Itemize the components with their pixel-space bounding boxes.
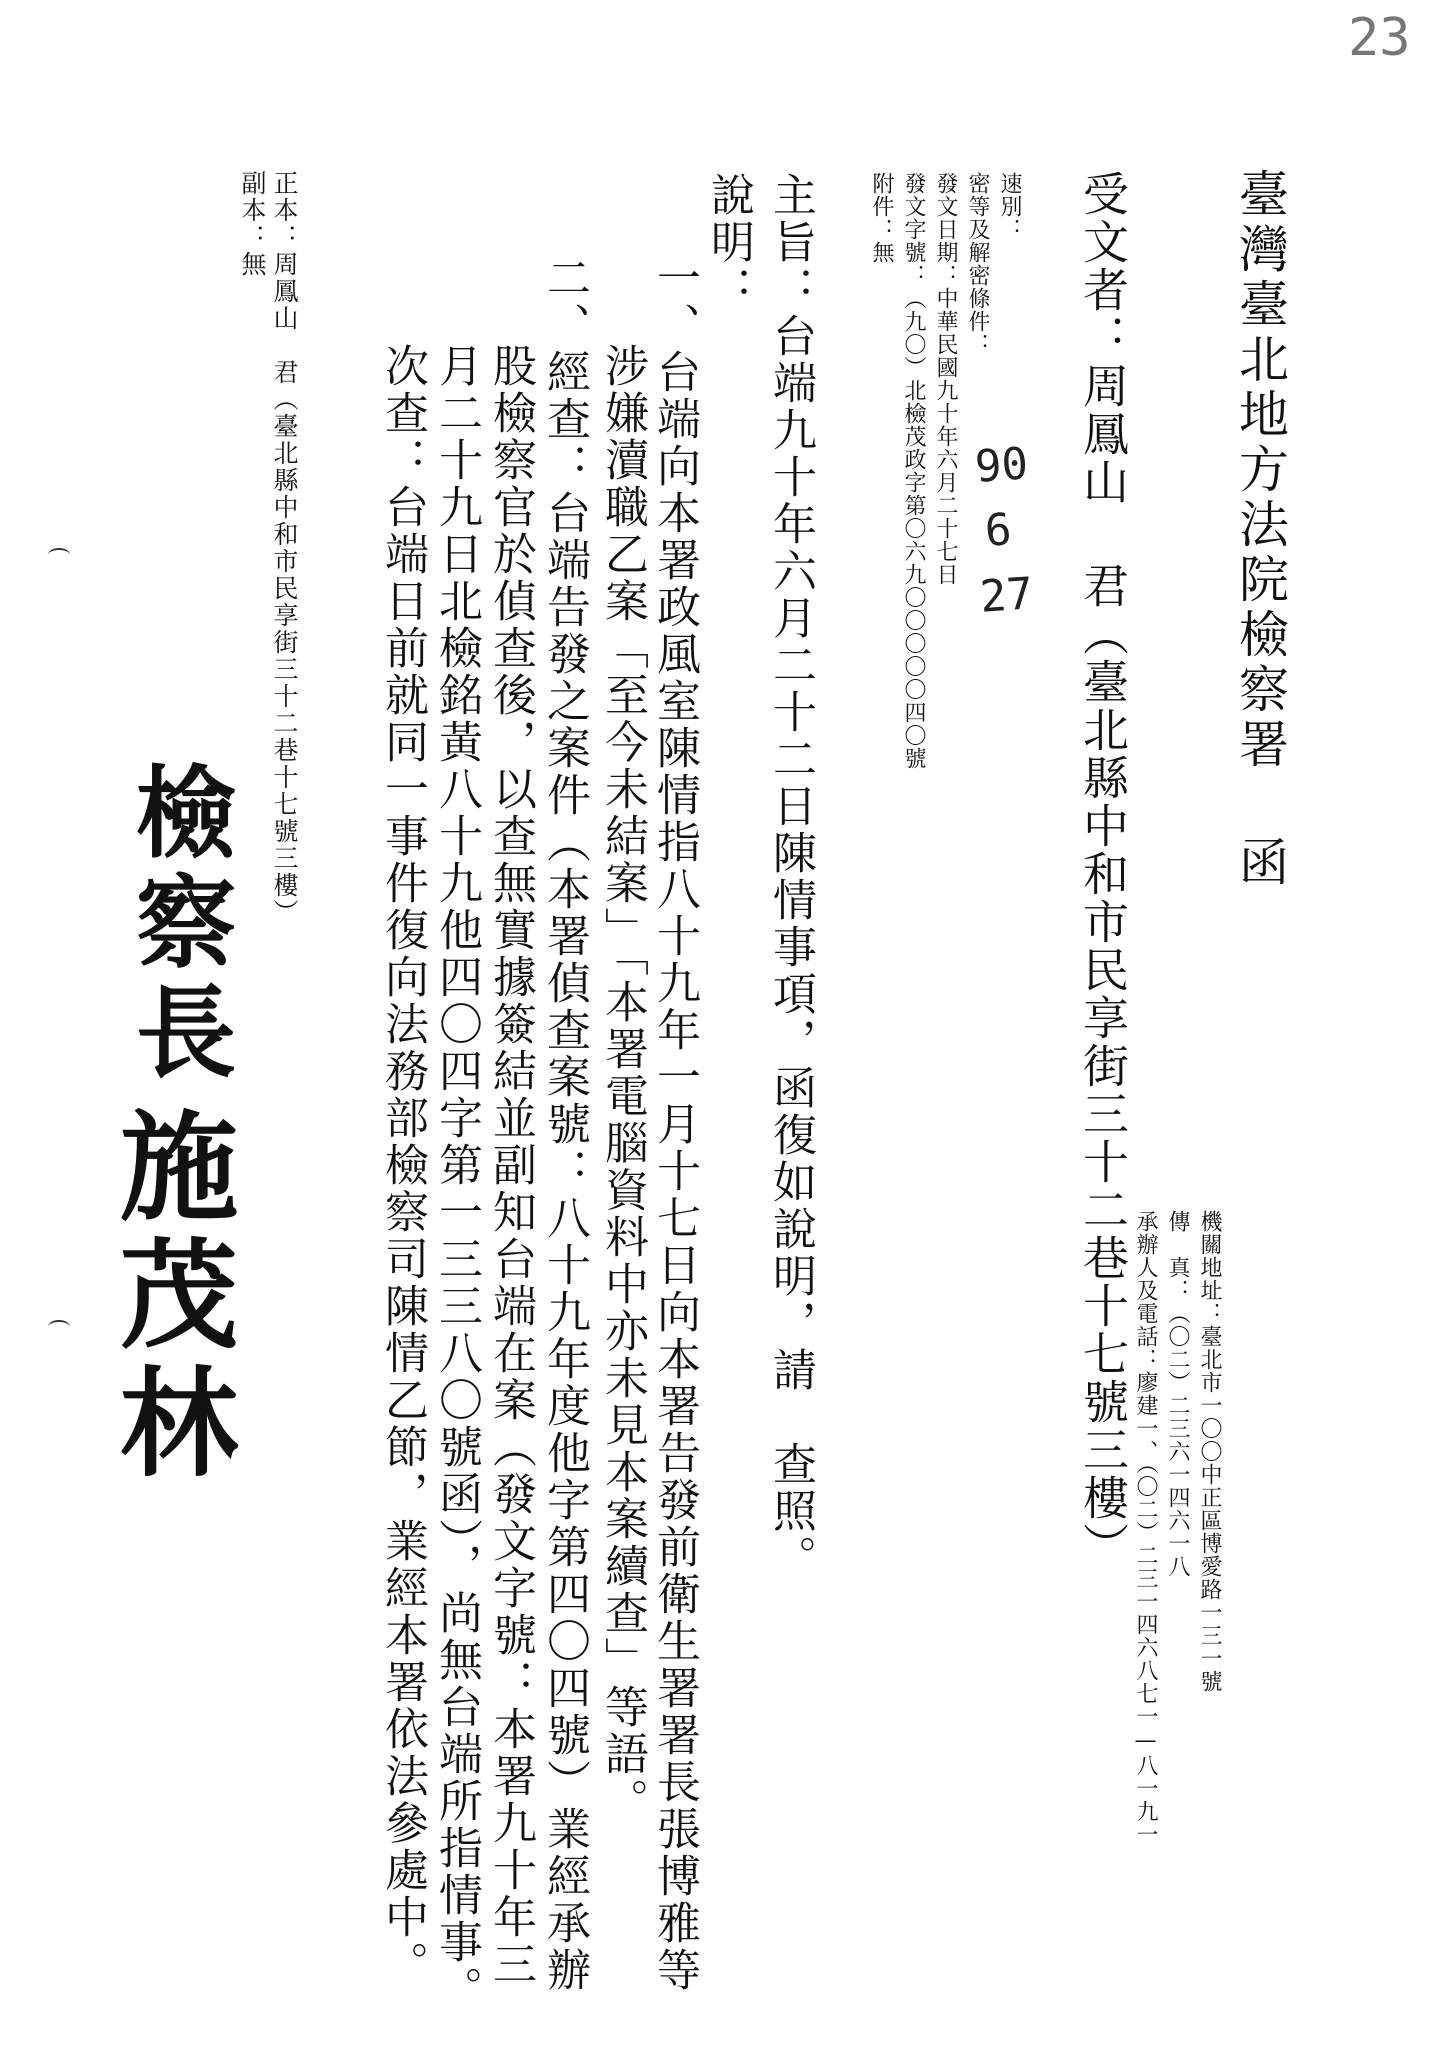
classification-field: 密等及解密條件： xyxy=(965,172,990,356)
case-officer-phone: 承辦人及電話：廖建一、（〇二）二三一四六八七一—八一九一 xyxy=(1133,1210,1158,1846)
item2-line3: 月二十九日北檢銘黃八十九他四〇四字第一三三八〇號函），尚無台端所指情事。 xyxy=(431,343,482,2013)
scan-mark xyxy=(48,548,70,562)
agency-fax: 傳 真：（〇二）二三六一四六一八 xyxy=(1165,1210,1190,1578)
copy-main: 正本：周鳳山 君（臺北縣中和市民享街三十二巷十七號三樓） xyxy=(270,170,299,926)
urgency-field: 速別： xyxy=(997,172,1022,241)
signature-title: 檢察長 xyxy=(119,760,237,1090)
issue-date-field: 發文日期：中華民國九十年六月二十七日 xyxy=(933,172,958,586)
item1-line1: 一、台端向本署政風室陳情指八十九年一月十七日向本署告發前衛生署署長張博雅等 xyxy=(649,255,700,1994)
subject-line: 主旨：台端九十年六月二十二日陳情事項，函復如說明，請 查照。 xyxy=(765,172,816,1582)
handwritten-month: 6 xyxy=(983,504,1014,557)
signature-name: 施茂林 xyxy=(100,1105,239,1489)
attachment-field: 附件：無 xyxy=(869,172,894,264)
recipient-line: 受文者：周鳳山 君（臺北縣中和市民享街三十二巷十七號三樓） xyxy=(1076,170,1130,1570)
agency-address: 機關地址：臺北市一〇〇中正區博愛路一三一號 xyxy=(1197,1210,1222,1693)
item2-line2: 股檢察官於偵查後，以查無實據簽結並副知台端在案（發文字號：本署九十年三 xyxy=(485,343,536,1988)
handwritten-day: 27 xyxy=(978,568,1035,623)
explanation-label: 說明： xyxy=(703,172,754,313)
document-number-field: 發文字號：（九〇）北檢茂政字第〇六九〇〇〇〇〇四〇號 xyxy=(901,172,926,770)
copy-sub: 副本：無 xyxy=(238,170,267,278)
page-number: 23 xyxy=(1348,8,1411,68)
scan-mark xyxy=(48,1320,70,1334)
handwritten-year: 90 xyxy=(973,438,1030,493)
item2-line1: 二、經查：台端告發之案件（本署偵查案號：八十九年度他字第四〇四號）業經承辦 xyxy=(539,255,590,1994)
document-title: 臺灣臺北地方法院檢察署 函 xyxy=(1231,168,1289,891)
item2-line4: 次查：台端日前就同一事件復向法務部檢察司陳情乙節，業經本署依法參處中。 xyxy=(377,343,428,1988)
item1-line2: 涉嫌瀆職乙案「至今未結案」「本署電腦資料中亦未見本案續查」等語。 xyxy=(597,343,648,1825)
